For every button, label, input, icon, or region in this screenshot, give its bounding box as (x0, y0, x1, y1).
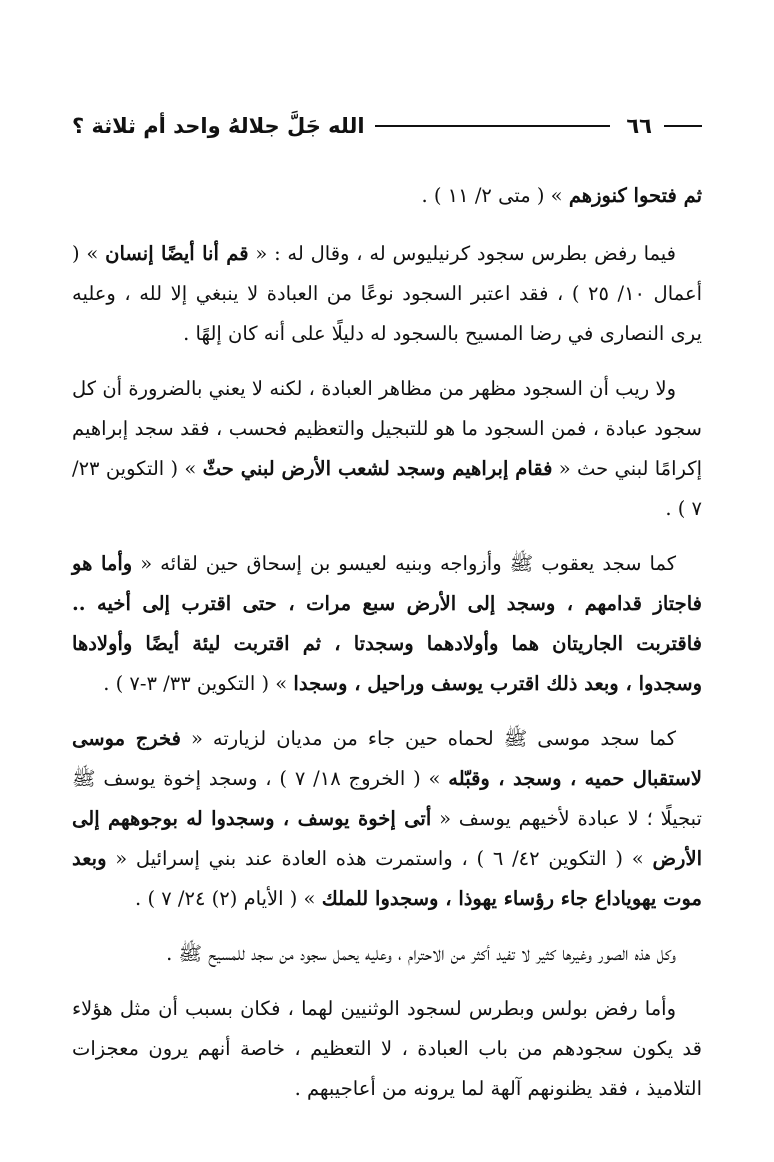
bold-quote: فقام إبراهيم وسجد لشعب الأرض لبني حثّ (202, 457, 553, 480)
paragraph (72, 719, 702, 919)
bold-quote: فخرج موسى لاستقبال حميه ، وسجد ، وقبّله (72, 727, 702, 790)
bold-quote: ثم فتحوا كنوزهم (568, 184, 702, 207)
text-run: » ( الأيام (٢) ٢٤/ ٧ ) . (135, 887, 322, 910)
text-run: » ( التكوين ٤٢/ ٦ ) ، واستمرت هذه العادة عند بني إسرائيل « (106, 847, 653, 870)
paragraph (72, 544, 702, 704)
paragraph (72, 989, 702, 1109)
body-text (72, 176, 702, 1124)
paragraph (72, 934, 702, 974)
text-run: كما سجد يعقوب ﷺ وأزواجه وبنيه لعيسو بن إسحاق حين لقائه « (132, 552, 676, 575)
paragraph (72, 369, 702, 529)
page-number: ٦٦ (626, 114, 652, 138)
bold-quote: وأما هو فاجتاز قدامهم ، وسجد إلى الأرض سبع مرات ، حتى اقترب إلى أخيه .. فاقتربت الجاريتان هما وأولادهما وسجدتا ، ثم اقتربت ليئة أيضًا وأولادها وسجدوا ، وبعد ذلك اقترب يوسف وراحيل ، وسجدا (72, 552, 702, 695)
bold-quote: قم أنا أيضًا إنسان (105, 242, 249, 265)
paragraph (72, 176, 702, 216)
text-run: كما سجد موسى ﷺ لحماه حين جاء من مديان لزيارته « (180, 727, 677, 750)
bold-quote: أتى إخوة يوسف ، وسجدوا له بوجوههم إلى الأرض (72, 807, 702, 870)
header-rule-right (664, 125, 702, 127)
paragraph (72, 234, 702, 354)
text-run: » ( متى ٢/ ١١ ) . (421, 184, 569, 207)
book-title: الله جَلَّ جلالهُ واحد أم ثلاثة ؟ (72, 114, 365, 138)
text-run: وكل هذه الصور وغيرها كثير لا تفيد أكثر من الاحترام ، وعليه يحمل سجود من سجد للمسيح ﷺ . (166, 942, 676, 965)
text-run: فيما رفض بطرس سجود كرنيليوس له ، وقال له : « (248, 242, 676, 265)
text-run: وأما رفض بولس وبطرس لسجود الوثنيين لهما ، فكان بسبب أن مثل هؤلاء قد يكون سجودهم من باب العبادة ، لا التعظيم ، خاصة أنهم يرون معجزات التلاميذ ، فقد يظنونهم آلهة لما يرونه من أعاجيبهم . (72, 997, 702, 1100)
text-run: » ( أعمال ١٠/ ٢٥ ) ، فقد اعتبر السجود نوعًا من العبادة لا ينبغي إلا لله ، وعليه يرى النصارى في رضا المسيح بالسجود له دليلًا على أنه كان إلهًا . (72, 242, 702, 345)
text-run: » ( التكوين ٣٣/ ٣-٧ ) . (103, 672, 294, 695)
header-rule (375, 125, 611, 127)
text-run: » ( التكوين ٢٣/ ٧ ) . (72, 457, 702, 520)
text-run: ولا ريب أن السجود مظهر من مظاهر العبادة ، لكنه لا يعني بالضرورة أن كل سجود عبادة ، فمن السجود ما هو للتبجيل والتعظيم فحسب ، فقد سجد إبراهيم إكرامًا لبني حث « (72, 377, 702, 480)
running-header (72, 108, 702, 144)
text-run: » ( الخروج ١٨/ ٧ ) ، وسجد إخوة يوسف ﷺ تبجيلًا ؛ لا عبادة لأخيهم يوسف « (72, 767, 702, 830)
bold-quote: وبعد موت يهوياداع جاء رؤساء يهوذا ، وسجدوا للملك (72, 847, 702, 910)
